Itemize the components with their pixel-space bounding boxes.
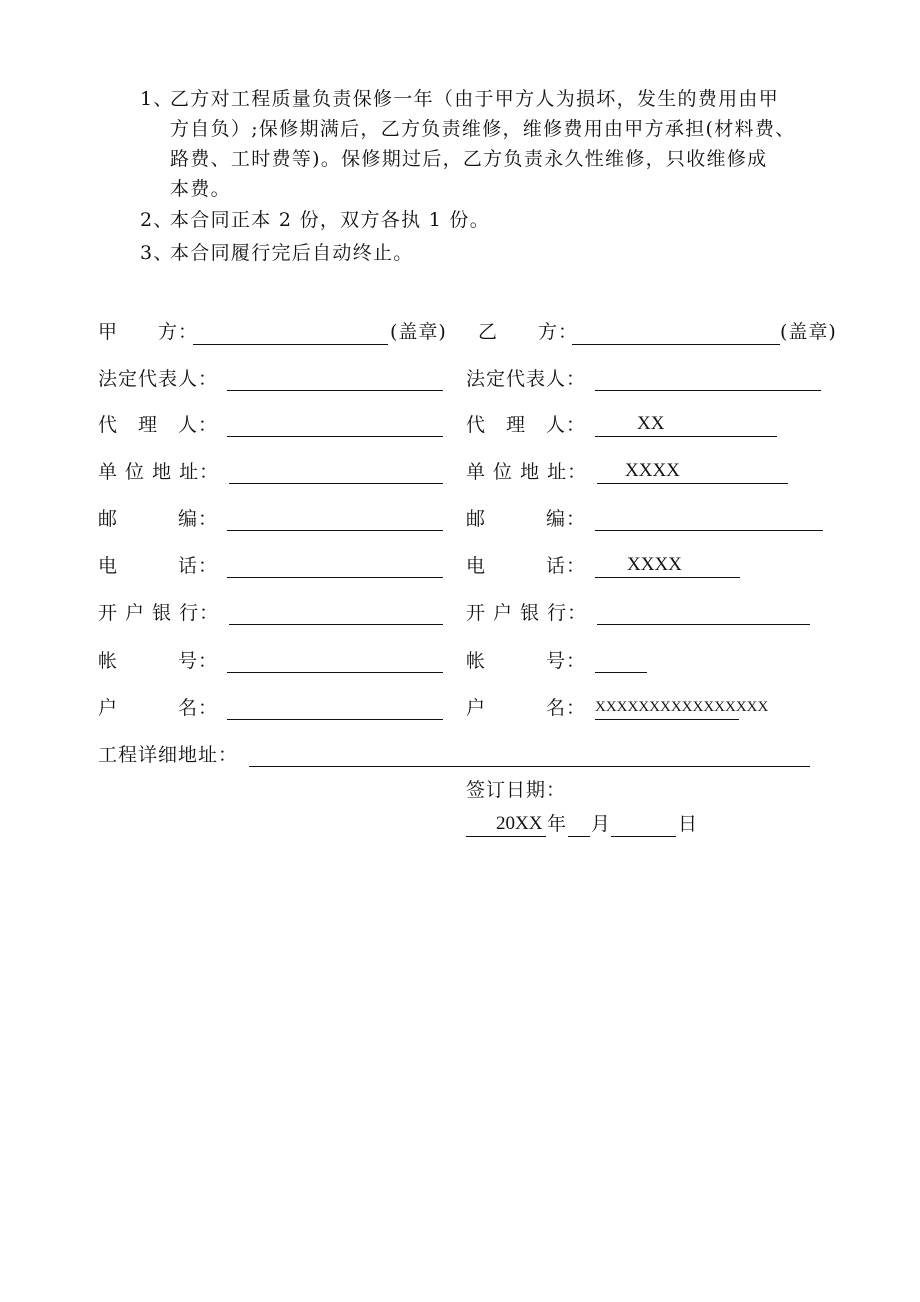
party-a-label: 甲 方： [98, 321, 199, 343]
party-b-phone-field[interactable] [595, 553, 740, 578]
clause-1-line-3: 路费、工时费等)。保修期过后，乙方负责永久性维修，只收维修成 [170, 148, 768, 170]
clause-1-line-1: 乙方对工程质量负责保修一年（由于甲方人为损坏，发生的费用由甲 [170, 88, 780, 110]
clause-2-number: 2、 [140, 209, 174, 231]
party-a-postcode-label: 邮 编： [98, 508, 219, 530]
party-a-legal-rep-field[interactable] [227, 366, 443, 391]
party-b-seal: (盖章) [780, 321, 837, 343]
party-b-name-field[interactable] [572, 320, 780, 345]
party-a-phone-field[interactable] [227, 553, 443, 578]
party-b-agent-field[interactable] [595, 412, 777, 437]
party-a-postcode-field[interactable] [227, 506, 443, 531]
party-b-address-field[interactable] [597, 459, 788, 484]
signing-date-label: 签订日期： [466, 779, 567, 801]
party-b-agent-label: 代 理 人： [466, 414, 587, 436]
clause-1-line-2: 方自负）;保修期满后，乙方负责维修，维修费用由甲方承担(材料费、 [170, 118, 796, 140]
party-a-account-label: 帐 号： [98, 650, 219, 672]
party-a-phone-label: 电 话： [98, 555, 219, 577]
party-a-account-name-label: 户 名： [98, 697, 219, 719]
party-b-phone-label: 电 话： [466, 555, 587, 577]
signing-year-value: 20XX [496, 813, 543, 834]
project-address-field[interactable] [249, 742, 810, 767]
party-b-address-label: 单 位 地 址： [466, 461, 588, 483]
party-b-label: 乙 方： [478, 321, 579, 343]
signing-year-field[interactable] [466, 812, 546, 837]
party-a-bank-label: 开 户 银 行： [98, 602, 220, 624]
party-a-agent-label: 代 理 人： [98, 414, 219, 436]
party-b-phone-value: XXXX [627, 554, 682, 575]
party-b-account-name-value: XXXXXXXXXXXXXXXX [595, 699, 769, 715]
party-b-account-label: 帐 号： [466, 650, 587, 672]
party-b-bank-field[interactable] [597, 600, 810, 625]
party-b-legal-rep-field[interactable] [595, 366, 821, 391]
party-a-seal: (盖章) [390, 321, 447, 343]
clause-3-text: 本合同履行完后自动终止。 [170, 242, 414, 264]
party-a-account-name-field[interactable] [227, 695, 443, 720]
party-b-bank-label: 开 户 银 行： [466, 602, 588, 624]
clause-1-number: 1、 [140, 88, 174, 110]
party-b-legal-rep-label: 法定代表人： [466, 368, 587, 390]
signing-day-field[interactable] [611, 812, 676, 837]
signing-year-suffix: 年 [547, 813, 568, 835]
signing-month-field[interactable] [568, 812, 590, 837]
party-b-address-value: XXXX [625, 460, 680, 481]
project-address-label: 工程详细地址： [98, 744, 239, 766]
clause-2-text: 本合同正本 2 份，双方各执 1 份。 [170, 209, 491, 231]
party-b-postcode-label: 邮 编： [466, 508, 587, 530]
clause-1-line-4: 本费。 [170, 178, 231, 200]
signing-month-suffix: 月 [591, 813, 612, 835]
party-a-bank-field[interactable] [229, 600, 443, 625]
clause-3-number: 3、 [140, 242, 174, 264]
party-b-account-name-field[interactable] [595, 695, 769, 720]
party-a-address-field[interactable] [229, 459, 443, 484]
party-b-account-field[interactable] [595, 648, 647, 673]
party-b-account-name-label: 户 名： [466, 697, 587, 719]
party-a-account-field[interactable] [227, 648, 443, 673]
signing-day-suffix: 日 [678, 813, 699, 835]
party-a-name-field[interactable] [193, 320, 388, 345]
party-a-legal-rep-label: 法定代表人： [98, 368, 219, 390]
party-a-agent-field[interactable] [227, 412, 443, 437]
party-b-agent-value: XX [637, 413, 665, 434]
party-a-address-label: 单 位 地 址： [98, 461, 220, 483]
party-b-postcode-field[interactable] [595, 506, 823, 531]
